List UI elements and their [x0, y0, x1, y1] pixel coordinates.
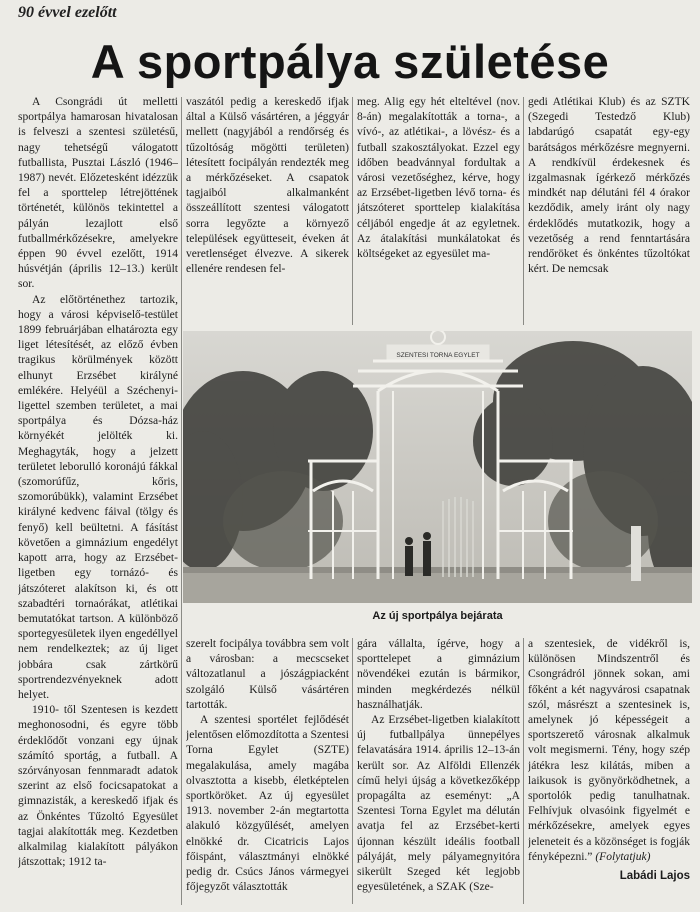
article-headline: A sportpálya születése: [90, 35, 610, 88]
paragraph: vaszától pedig a kereskedő ifjak által a Külső vásártéren, a jéggyár mellett (nagyjából a rendőrség és tűzoltóság mögötti területen) létesített focipályán rendezték meg a mérkőzéseket. A csapatok tagjaiból alkalmanként összeállított szentesi válogatott sorra legyőzte a környező települések együtteseit, éveken át veretlenséget élvezve. A sikerek ellenére rendesen fel-: [186, 96, 349, 276]
paragraph: Az Erzsébet-ligetben kialakított új futballpálya ünnepélyes felavatására 1914. április 12–13-án került sor. Az Alföldi Ellenzék című helyi újság a következőképp propagálta az eseményt: „A Szentesi Torna Egylet ma délután avatja fel az Erzsébet-kerti újonnan készült ideális football pályáját, mely pályamegnyitóra sikerült Szeged két legjobb egyesületének, a SZAK (Sze-: [357, 714, 520, 894]
column-divider: [352, 638, 353, 904]
section-kicker: 90 évvel ezelőtt: [18, 4, 117, 21]
column-1: [18, 95, 178, 905]
author-byline: Labádi Lajos: [619, 870, 690, 883]
column-4-top: [528, 95, 690, 327]
paragraph: meg. Alig egy hét elteltével (nov. 8-án) megalakították a torna-, a vívó-, az atlétikai-, a lövész- és a futball szakosztályokat. Ezzel egy időben beadvánnyal fordultak a városi vezetőséghez, kérve, hogy az Erzsébet-ligetben lévő torna- és játszóteret sporttelep kialakítása céljából engedje át az egyletnek. Az átalakítási munkálatokat és költségeket az egyesület ma-: [357, 96, 520, 261]
column-4-bottom: [528, 637, 690, 905]
paragraph: gára vállalta, ígérve, hogy a sporttelepet a gimnázium növendékei ezután is bármikor, minden megkérdezés nélkül használhatják.: [357, 638, 520, 711]
continued-note: (Folytatjuk): [595, 850, 651, 863]
column-3-top: [357, 95, 520, 327]
paragraph-text: a szentesiek, de vidékről is, különösen Mindszentről és Csongrádról jönnek sokan, ami főként a két nagyvárosi csapatnak szól, másrészt a szentesinek is, amelynek jó képességeit a sportszerető városnak alkalmuk volt megismerni. Tény, hogy szép játékra lesz kilátás, miben a laikusok is gyönyörködhetnek, a sportolók pedig tanulhatnak. Felhívjuk olvasóink figyelmét e mérkőzésekre, amelyek egyes jeleneteit és a közönséget is fogják fényképezni.”: [528, 638, 690, 863]
paragraph: gedi Atlétikai Klub) és az SZTK (Szegedi Testedző Klub) labdarúgó csapatát egy-egy barátságos mérkőzésre megnyerni. A rendkívül érdekesnek és izgalmasnak ígérkező mérkőzés mindkét nap délutáni fél 4 órakor kezdődik, amely iránt oly nagy érdeklődés mutatkozik, hogy a vezetőség a rend fenntartására rendőröket és önkéntes tűzoltókat kért. De nemcsak: [528, 96, 690, 276]
paragraph: A Csongrádi út melletti sportpálya hamarosan hivatalosan is felveszi a szentesi születésű, nagy tehetségű válogatott futballista, Pusztai László (1946–1987) nevét. Előzetesként idézzük fel a sporttelep létrejöttének történetét, különös tekintettel a pályán lezajlott első futballmérkőzésekre, amelyekre éppen 90 évvel ezelőtt, 1914 húsvétján (április 12–13.) került sor.: [18, 96, 178, 291]
column-2-top: [186, 95, 349, 327]
column-divider: [181, 97, 182, 905]
paragraph: szerelt focipálya továbbra sem volt a városban: a mecscseket változatlanul a jószágpiacként szolgáló Külső vásártéren tartották.: [186, 638, 349, 711]
photo-caption: Az új sportpálya bejárata: [372, 610, 503, 622]
paragraph: Az előtörténethez tartozik, hogy a városi képviselő-testület 1899 februárjában elhatározta egy liget létesítését, az előző évben tragikus körülmények között elhunyt Erzsébet királyné emlékére. Helyéül a Széchenyi-ligettel szemben területet, a mai sportpálya és Dózsa-ház környékét jelölték ki. Meghagyták, hogy a jelzett területet leborulló koronájú fákkal (szomorúfűz, kőris, szomorúbükk), valamint Erzsébet királyné kedvenc fáival (tölgy és fenyő) kell beültetni. A fásítást követően a gimnázium engedélyt kapott arra, hogy az Erzsébet-ligetben egy tornázó- és játszóteret alakítson ki, és ott szabadtéri tornaórákat, atlétikai bemutatókat tartson. A különböző sportegyesületek ilyen engedéllyel nem rendelkeztek; az új liget jobbára csak zártkörű sportrendezvényeknek adott helyet.: [18, 293, 178, 701]
paragraph: 1910- től Szentesen is kezdett meghonosodni, és egyre több érdeklődőt vonzani egy újnak számító sportág, a futball. A szórványosan fennmaradt adatok szerint az első focicsapatokat a gimnazisták, a kereskedő ifjak és az Önkéntes Tűzoltó Egyesület tagjai alakították meg. Kezdetben alkalmilag kialakított pályákon játszottak; 1912 ta-: [18, 704, 178, 869]
paragraph: [528, 637, 690, 865]
gate-illustration: [183, 331, 692, 603]
column-divider: [523, 97, 524, 325]
column-divider: [523, 638, 524, 904]
sports-ground-gate-photo: [183, 331, 692, 603]
column-3-bottom: [357, 637, 520, 905]
column-2-bottom: [186, 637, 349, 905]
column-divider: [352, 97, 353, 325]
gate-sign-text: SZENTESI TORNA EGYLET: [396, 352, 480, 359]
paragraph: A szentesi sportélet fejlődését jelentősen előmozdította a Szentesi Torna Egylet (SZTE) megalakulása, amely magába olvasztotta a kisebb, életképtelen sportköröket. Az új egyesület 1913. november 2-án megtartotta alakuló közgyűlését, amelyen elnökké dr. Cicatricis Lajos főispánt, választmányi elnökké pedig dr. Csúcs János vármegyei főjegyzőt választották: [186, 714, 349, 894]
